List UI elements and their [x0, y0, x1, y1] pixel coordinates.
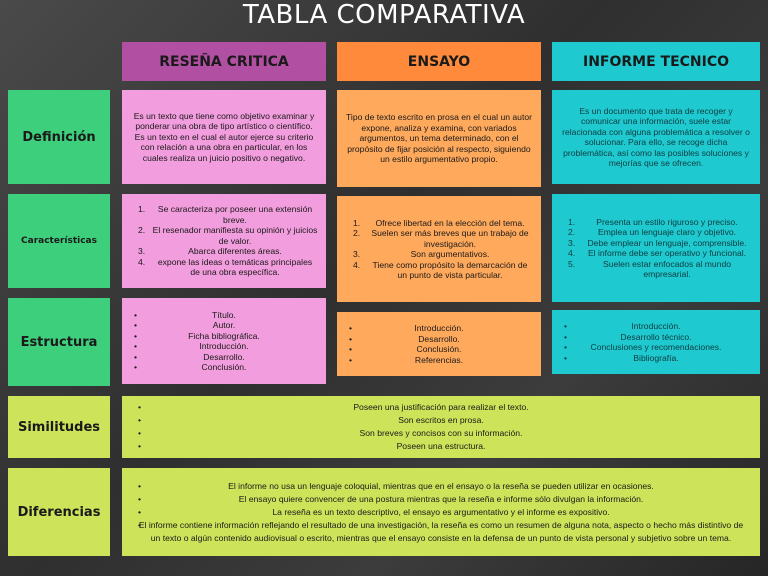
list-item: Presenta un estilo riguroso y preciso. — [596, 216, 738, 227]
definicion-informe-text: Es un documento que trata de recoger y comunicar una información, suele estar relacionada con alguna problemática a resolver o solucionar. Para ello, se recoge dicha problemática, así como las posibles soluciones y mejorías que se ofrecen. — [562, 105, 750, 168]
list-item: • El informe contiene información reflejando el resultado de una investigación, la reseña es como un resumen de alguna nota, aspecto o hecho más distintivo de un texto o algún contenido audiovisual o escrito, mientras que el ensayo consiste en la defensa de un punto de vista personal y subjetivo sobre un tema. — [134, 519, 748, 545]
estructura-informe-list — [560, 321, 752, 363]
list-item: • La reseña es un texto descriptivo, el ensayo es argumentativo y el informe es expositivo. — [134, 506, 748, 519]
row-label-diferencias: Diferencias — [8, 468, 110, 556]
list-item: Ofrece libertad en la elección del tema. — [375, 217, 525, 228]
list-item: • Conclusión. — [345, 344, 533, 355]
similitudes-cell — [122, 396, 760, 458]
caracteristicas-ensayo-list — [345, 218, 533, 281]
list-item: • Introducción. — [345, 323, 533, 334]
list-item: El resenador manifiesta su opinión y juicios de valor. — [152, 225, 318, 246]
row-label-caracteristicas: Características — [8, 194, 110, 288]
list-item: • Introducción. — [560, 321, 752, 332]
header-ensayo: ENSAYO — [337, 42, 541, 81]
list-item: • Conclusiones y recomendaciones. — [560, 342, 752, 353]
header-resena-critica: RESEÑA CRITICA — [122, 42, 326, 81]
caracteristicas-informe-cell — [552, 194, 760, 302]
caracteristicas-informe-list — [560, 217, 752, 280]
diferencias-list — [134, 480, 748, 545]
list-item: • Son breves y concisos con su información. — [134, 427, 748, 440]
similitudes-list — [134, 401, 748, 453]
row-label-definicion: Definición — [8, 90, 110, 184]
list-item: • Desarrollo. — [345, 334, 533, 345]
list-item: Suelen ser más breves que un trabajo de investigación. — [371, 228, 529, 249]
definicion-ensayo-text: Tipo de texto escrito en prosa en el cual un autor expone, analiza y examina, con variados argumentos, un tema determinado, con el propósito de fijar posición al respecto, siguiendo un estilo argumentativo propio. — [346, 112, 532, 165]
estructura-ensayo-list — [345, 323, 533, 365]
list-item: Debe emplear un lenguaje, comprensible. — [587, 237, 747, 248]
caracteristicas-ensayo-cell — [337, 196, 541, 302]
list-item: expone las ideas o temáticas principales de una obra específica. — [157, 256, 313, 278]
list-item: • Autor. — [130, 320, 318, 331]
list-item: Emplea un lenguaje claro y objetivo. — [597, 227, 737, 237]
list-item: • El ensayo quiere convencer de una postura mientras que la reseña e informe sólo divulgan la información. — [134, 493, 748, 506]
list-item: El informe debe ser operativo y funcional. — [587, 248, 747, 258]
definicion-ensayo-cell — [337, 90, 541, 187]
caracteristicas-resena-cell — [122, 194, 326, 288]
definicion-informe-cell — [552, 90, 760, 184]
caracteristicas-resena-list — [130, 204, 318, 278]
list-item: • Introducción. — [130, 341, 318, 352]
list-item: • Bibliografía. — [560, 353, 752, 364]
list-item: Tiene como propósito la demarcación de un punto de vista particular. — [372, 259, 528, 280]
list-item: Abarca diferentes áreas. — [188, 246, 282, 257]
list-item: • El informe no usa un lenguaje coloquial, mientras que en el ensayo o la reseña se pueden utilizar en ocasiones. — [134, 480, 748, 493]
list-item: Suelen estar enfocados al mundo empresarial. — [602, 258, 732, 279]
estructura-resena-cell — [122, 298, 326, 384]
list-item: • Título. — [130, 310, 318, 321]
definicion-resena-text: Es un texto que tiene como objetivo examinar y ponderar una obra de tipo artístico o científico. Es un texto en el cual el autor ejerce su criterio con relación a una obra en particular, en los cuales realiza un juicio positivo o negativo. — [133, 110, 315, 163]
estructura-ensayo-cell — [337, 312, 541, 376]
list-item: Son argumentativos. — [410, 249, 490, 259]
page-title: TABLA COMPARATIVA — [242, 0, 526, 30]
list-item: • Poseen una justificación para realizar el texto. — [134, 401, 748, 414]
definicion-resena-cell — [122, 90, 326, 184]
row-label-estructura: Estructura — [8, 298, 110, 386]
list-item: • Ficha bibliográfica. — [130, 331, 318, 342]
list-item: • Referencias. — [345, 355, 533, 366]
list-item: • Desarrollo técnico. — [560, 332, 752, 343]
row-label-similitudes: Similitudes — [8, 396, 110, 458]
list-item: • Poseen una estructura. — [134, 440, 748, 453]
list-item: • Desarrollo. — [130, 352, 318, 363]
list-item: Se caracteriza por poseer una extensión breve. — [157, 204, 313, 225]
list-item: • Conclusión. — [130, 362, 318, 373]
estructura-informe-cell — [552, 310, 760, 374]
diferencias-cell — [122, 468, 760, 556]
header-informe-tecnico: INFORME TECNICO — [552, 42, 760, 81]
estructura-resena-list — [130, 310, 318, 373]
list-item: • Son escritos en prosa. — [134, 414, 748, 427]
